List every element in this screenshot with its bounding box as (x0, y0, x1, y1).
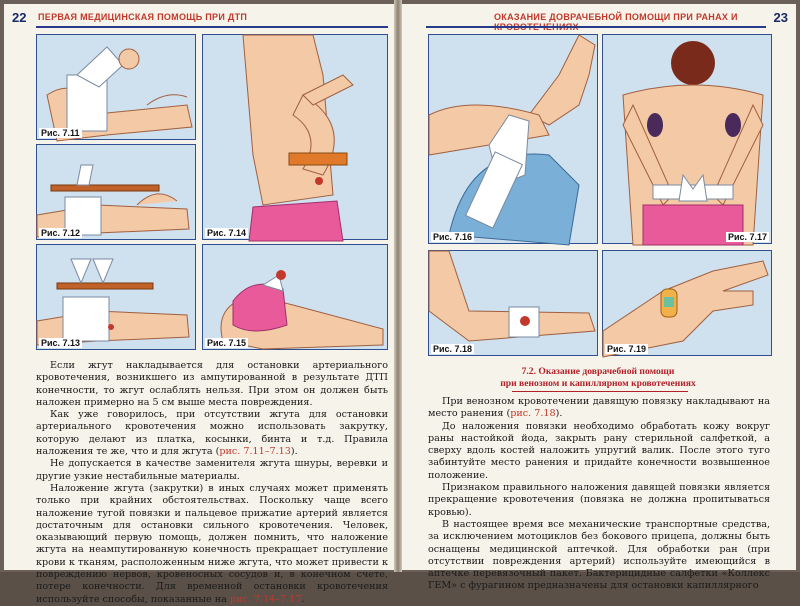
figure-7-18 (428, 250, 598, 356)
left-page (4, 4, 394, 605)
figure-7-11 (36, 34, 196, 140)
figure-caption: Рис. 7.13 (41, 338, 81, 348)
bent-knee-illustration (203, 245, 389, 351)
right-body-text (428, 396, 770, 593)
figure-reference: рис. 7.11–7.13 (219, 446, 291, 458)
paragraph: До наложения повязки необходимо обработать кожу вокруг раны настойкой йода, закрыть рану стерильной салфеткой, а сверху вдоль костей наложить упругий валик. После этого туго забинтуйте место ранения и придайте конечности возвышенное положение. (428, 420, 770, 481)
figure-caption: Рис. 7.16 (433, 232, 473, 242)
figure-7-17 (602, 34, 772, 244)
tourniquet-arm-illustration (37, 35, 197, 141)
flexed-arm-illustration (203, 35, 389, 241)
paragraph: Как уже говорилось, при отсутствии жгута для остановки артериального кровотечения можно использовать закрутку, которую делают из платка, косынки, бинта и т.д. Правила наложения те же, что и для жгута (рис. 7.11–7.13). (36, 409, 388, 458)
figure-caption: Рис. 7.19 (607, 344, 647, 354)
twist-tourniquet-illustration (37, 145, 197, 241)
figure-7-13 (36, 244, 196, 350)
figure-caption: Рис. 7.14 (207, 228, 247, 238)
arms-behind-back-illustration (603, 35, 773, 245)
page-number: 22 (12, 10, 27, 25)
figure-7-15 (202, 244, 388, 350)
pressure-bandage-illustration (429, 251, 599, 357)
paragraph: Не допускается в качестве заменителя жгута шнуры, веревки и другие узкие нестабильные материалы. (36, 458, 388, 482)
figure-caption: Рис. 7.15 (207, 338, 247, 348)
running-head: ОКАЗАНИЕ ДОВРАЧЕБНОЙ ПОМОЩИ ПРИ РАНАХ И (494, 12, 738, 22)
book-gutter (394, 0, 402, 572)
hand-plaster-illustration (603, 251, 773, 357)
section-title: 7.2. Оказание доврачебной помощи при венозном и капиллярном кровотечениях (500, 366, 696, 389)
figure-reference: рис. 7.18 (510, 408, 556, 420)
figure-7-19 (602, 250, 772, 356)
figure-caption: Рис. 7.12 (41, 228, 81, 238)
running-head: ПЕРВАЯ МЕДИЦИНСКАЯ ПОМОЩЬ ПРИ ДТП (38, 12, 248, 22)
paragraph: В настоящее время все механические транспортные средства, за исключением мотоциклов без бокового прицепа, должны быть оснащены медицинской аптечкой. Для обработки ран (при отсутствии повреждения артерий) используйте имеющийся в аптечке перевязочный пакет. Бактерицидные салфетки «Коллекс ГЕМ» с фурагином предназначены для остановки капиллярного (428, 518, 770, 592)
header-rule (426, 26, 766, 28)
paragraph: Наложение жгута (закрутки) в иных случаях может применять только при крайних обстоятельствах. Поскольку чаще всего наложение тугой повязки и пальцевое прижатие артерий является достаточным для остановки сильного кровотечения. Человек, оказывающий первую помощь, должен помнить, что наложение жгута на неампутированную конечность прекращает поступление крови к тканям, расположенным ниже жгута, что может привести к повреждению нервов, кровеносных сосудов и, в конечном счете, потере конечности. Для временной остановки кровотечения используйте способы, показанные на рис. 7.14–7.17. (36, 482, 388, 605)
right-page (402, 4, 796, 592)
figure-reference: рис. 7.14–7.17 (229, 593, 302, 605)
secured-twist-illustration (37, 245, 197, 351)
figure-7-16 (428, 34, 598, 244)
paragraph: При венозном кровотечении давящую повязку накладывают на место ранения (рис. 7.18). (428, 396, 770, 420)
figure-caption: Рис. 7.17 (727, 232, 767, 242)
left-body-text (36, 360, 388, 606)
leg-flexion-illustration (429, 35, 599, 245)
paragraph: Если жгут накладывается для остановки артериального кровотечения, возникшего из ампутированной в результате ДТП конечности, то жгут ослаблять нельзя. При этом он должен быть наложен примерно на 5 см выше места повреждения. (36, 360, 388, 408)
section-underline (512, 391, 688, 392)
figure-caption: Рис. 7.11 (41, 128, 80, 138)
figure-caption: Рис. 7.18 (433, 344, 473, 354)
header-rule (36, 26, 388, 28)
paragraph: Признаком правильного наложения давящей повязки является прекращение кровотечения (повязка не должна пропитываться кровью). (428, 482, 770, 518)
page-number: 23 (773, 10, 788, 25)
figure-7-12 (36, 144, 196, 240)
figure-7-14 (202, 34, 388, 240)
